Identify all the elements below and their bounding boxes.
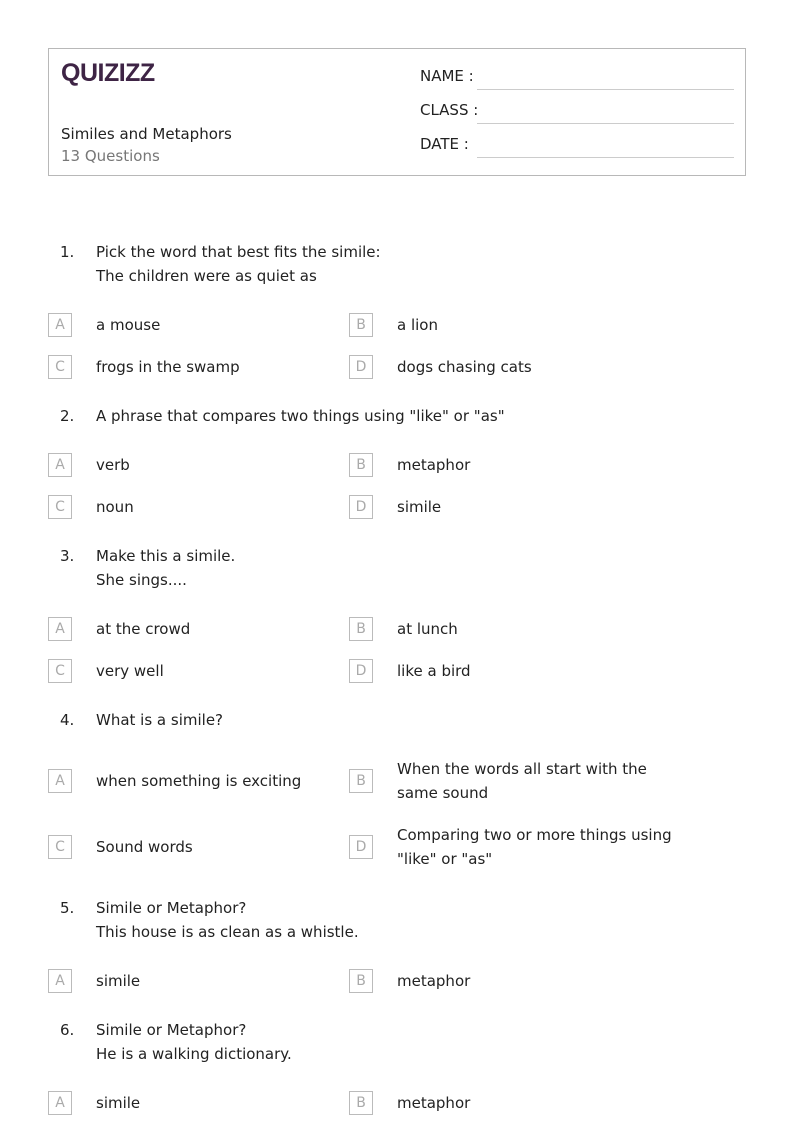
question (0, 404, 794, 428)
question-number: 2. (60, 407, 75, 425)
worksheet-header (48, 48, 746, 176)
option-letter-box[interactable]: C (48, 355, 72, 379)
answer-option[interactable] (349, 960, 694, 1002)
option-letter-box[interactable]: B (349, 453, 373, 477)
option-letter-box[interactable]: B (349, 769, 373, 793)
option-text: When the words all start with the same sound (397, 760, 647, 802)
answer-option[interactable] (349, 748, 694, 814)
answer-option[interactable] (349, 304, 694, 346)
option-row (0, 608, 794, 650)
question-number: 6. (60, 1021, 75, 1039)
answer-option[interactable] (349, 1082, 694, 1123)
option-text: a mouse (96, 316, 161, 334)
option-text: simile (96, 972, 141, 990)
question-count: 13 Questions (61, 147, 160, 165)
options (0, 304, 794, 388)
option-text: verb (96, 456, 130, 474)
class-field[interactable] (420, 101, 734, 125)
question-text: The children were as quiet as (96, 267, 317, 285)
question-text: This house is as clean as a whistle. (96, 923, 359, 941)
option-row (0, 304, 794, 346)
option-row (0, 346, 794, 388)
answer-option[interactable] (0, 748, 349, 814)
date-field[interactable] (420, 135, 734, 159)
question-text: A phrase that compares two things using "like" or "as" (96, 407, 505, 425)
option-text: simile (397, 498, 442, 516)
option-text: simile (96, 1094, 141, 1112)
option-row (0, 444, 794, 486)
option-letter-box[interactable]: A (48, 769, 72, 793)
option-row (0, 1082, 794, 1123)
class-label: CLASS : (420, 101, 479, 119)
option-text: at the crowd (96, 620, 191, 638)
option-text: frogs in the swamp (96, 358, 240, 376)
option-text: a lion (397, 316, 438, 334)
option-letter-box[interactable]: A (48, 617, 72, 641)
option-letter-box[interactable]: D (349, 495, 373, 519)
option-text: like a bird (397, 662, 471, 680)
answer-option[interactable] (349, 486, 694, 528)
option-letter-box[interactable]: C (48, 835, 72, 859)
options (0, 608, 794, 692)
option-text: very well (96, 662, 164, 680)
answer-option[interactable] (0, 304, 349, 346)
answer-option[interactable] (0, 960, 349, 1002)
options (0, 960, 794, 1002)
option-row (0, 814, 794, 880)
class-line[interactable] (477, 123, 734, 124)
option-text: metaphor (397, 456, 471, 474)
option-text: at lunch (397, 620, 458, 638)
option-text: metaphor (397, 1094, 471, 1112)
question-text: He is a walking dictionary. (96, 1045, 292, 1063)
option-letter-box[interactable]: C (48, 659, 72, 683)
option-text: Sound words (96, 838, 193, 856)
options (0, 444, 794, 528)
option-letter-box[interactable]: B (349, 617, 373, 641)
option-letter-box[interactable]: B (349, 1091, 373, 1115)
option-row (0, 486, 794, 528)
name-line[interactable] (477, 89, 734, 90)
option-letter-box[interactable]: A (48, 313, 72, 337)
answer-option[interactable] (0, 1082, 349, 1123)
options (0, 748, 794, 880)
question (0, 544, 794, 592)
answer-option[interactable] (0, 444, 349, 486)
option-letter-box[interactable]: C (48, 495, 72, 519)
question-text: Simile or Metaphor? (96, 1021, 247, 1039)
question-text: Simile or Metaphor? (96, 899, 247, 917)
option-letter-box[interactable]: D (349, 355, 373, 379)
question-number: 1. (60, 243, 75, 261)
question-text: Make this a simile. (96, 547, 236, 565)
answer-option[interactable] (349, 814, 694, 880)
answer-option[interactable] (0, 650, 349, 692)
quizizz-logo: QUIZIZZ (61, 59, 155, 87)
answer-option[interactable] (0, 608, 349, 650)
answer-option[interactable] (349, 346, 694, 388)
option-text: when something is exciting (96, 772, 302, 790)
question-text: Pick the word that best fits the simile: (96, 243, 381, 261)
question-text: She sings.... (96, 571, 187, 589)
option-letter-box[interactable]: A (48, 453, 72, 477)
option-row (0, 748, 794, 814)
option-letter-box[interactable]: A (48, 969, 72, 993)
worksheet-title: Similes and Metaphors (61, 125, 232, 143)
question (0, 1018, 794, 1066)
option-row (0, 960, 794, 1002)
option-letter-box[interactable]: B (349, 313, 373, 337)
option-text: Comparing two or more things using "like" or "as" (397, 826, 672, 868)
question-list (0, 240, 794, 1123)
option-letter-box[interactable]: D (349, 659, 373, 683)
name-label: NAME : (420, 67, 474, 85)
option-letter-box[interactable]: A (48, 1091, 72, 1115)
question-number: 3. (60, 547, 75, 565)
date-line[interactable] (477, 157, 734, 158)
question-text: What is a simile? (96, 711, 224, 729)
option-text: dogs chasing cats (397, 358, 532, 376)
answer-option[interactable] (349, 444, 694, 486)
name-field[interactable] (420, 67, 734, 91)
options (0, 1082, 794, 1123)
answer-option[interactable] (0, 486, 349, 528)
option-row (0, 650, 794, 692)
answer-option[interactable] (349, 650, 694, 692)
option-text: metaphor (397, 972, 471, 990)
answer-option[interactable] (349, 608, 694, 650)
question (0, 240, 794, 288)
option-text: noun (96, 498, 134, 516)
question (0, 896, 794, 944)
question-number: 4. (60, 711, 75, 729)
option-letter-box[interactable]: B (349, 969, 373, 993)
option-letter-box[interactable]: D (349, 835, 373, 859)
answer-option[interactable] (0, 346, 349, 388)
answer-option[interactable] (0, 814, 349, 880)
date-label: DATE : (420, 135, 469, 153)
question (0, 708, 794, 732)
question-number: 5. (60, 899, 75, 917)
